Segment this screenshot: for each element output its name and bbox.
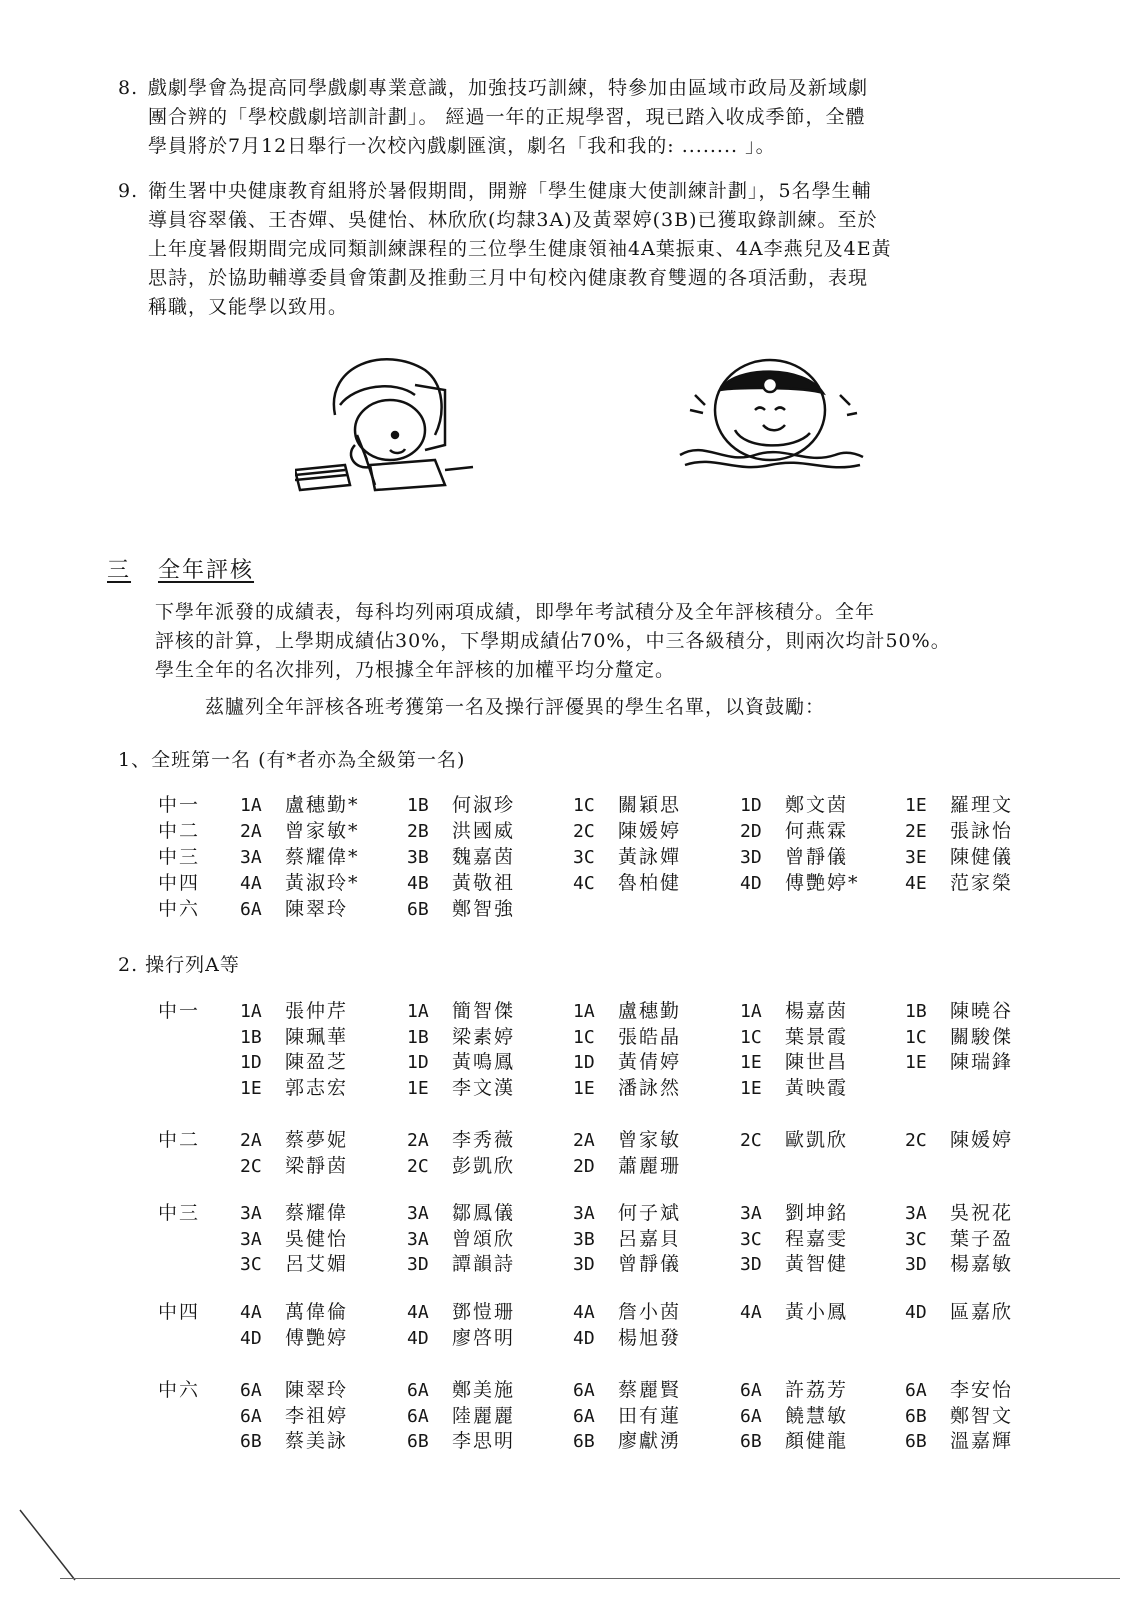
student-entry bbox=[407, 1198, 515, 1225]
student-name: 黃小鳳 bbox=[785, 1301, 849, 1323]
class-code: 3C bbox=[573, 847, 595, 868]
section-3-number: 三 bbox=[107, 558, 132, 583]
student-name: 譚韻詩 bbox=[452, 1253, 516, 1275]
student-name: 葉景霞 bbox=[785, 1026, 849, 1048]
student-entry bbox=[905, 1125, 1013, 1152]
class-code: 3A bbox=[407, 1229, 429, 1250]
student-name: 溫嘉輝 bbox=[950, 1430, 1014, 1452]
class-code: 1A bbox=[740, 1001, 762, 1022]
student-name: 陳瑞鋒 bbox=[950, 1051, 1014, 1073]
student-entry bbox=[240, 1401, 348, 1428]
student-name: 詹小茵 bbox=[618, 1301, 682, 1323]
class-code: 3D bbox=[740, 1254, 762, 1275]
student-name: 陳翠玲 bbox=[285, 898, 349, 920]
student-entry bbox=[573, 1375, 681, 1402]
student-name: 黃淑玲* bbox=[285, 872, 360, 894]
student-entry bbox=[240, 1047, 348, 1074]
class-code: 4D bbox=[407, 1328, 429, 1349]
student-entry bbox=[240, 790, 360, 817]
student-entry bbox=[905, 1047, 1013, 1074]
student-entry bbox=[573, 1401, 681, 1428]
class-code: 3C bbox=[240, 1254, 262, 1275]
student-name: 黃倩婷 bbox=[618, 1051, 682, 1073]
student-entry bbox=[573, 1047, 681, 1074]
student-name: 蔡耀偉* bbox=[285, 846, 360, 868]
class-code: 3D bbox=[407, 1254, 429, 1275]
class-code: 3C bbox=[905, 1229, 927, 1250]
class-code: 1B bbox=[905, 1001, 927, 1022]
class-code: 4E bbox=[905, 873, 927, 894]
student-entry bbox=[240, 1249, 348, 1276]
class-code: 2E bbox=[905, 821, 927, 842]
student-entry bbox=[240, 1151, 348, 1178]
class-code: 2A bbox=[240, 821, 262, 842]
class-code: 1D bbox=[240, 1052, 262, 1073]
student-name: 彭凱欣 bbox=[452, 1155, 516, 1177]
student-name: 何燕霖 bbox=[785, 820, 849, 842]
item-9-line-3: 上年度暑假期間完成同類訓練課程的三位學生健康領袖4A葉振東、4A李燕兒及4E黃 bbox=[148, 238, 892, 260]
list-1-title: 1、全班第一名 (有*者亦為全級第一名) bbox=[118, 749, 466, 771]
student-name: 廖獻湧 bbox=[618, 1430, 682, 1452]
class-code: 6B bbox=[407, 899, 429, 920]
class-code: 1A bbox=[240, 795, 262, 816]
student-entry bbox=[240, 894, 348, 921]
class-code: 3A bbox=[240, 1229, 262, 1250]
student-entry bbox=[740, 1047, 848, 1074]
form-label: 中三 bbox=[158, 846, 201, 868]
student-entry bbox=[740, 868, 860, 895]
student-entry bbox=[740, 1022, 848, 1049]
class-code: 3A bbox=[240, 847, 262, 868]
student-entry bbox=[905, 1249, 1013, 1276]
class-code: 1B bbox=[240, 1027, 262, 1048]
scan-edge-line bbox=[0, 0, 120, 1600]
student-entry bbox=[407, 868, 515, 895]
student-entry bbox=[740, 1401, 848, 1428]
form-label: 中六 bbox=[158, 1379, 201, 1401]
student-name: 何子斌 bbox=[618, 1202, 682, 1224]
student-entry bbox=[740, 1125, 848, 1152]
item-9 bbox=[118, 177, 1038, 322]
student-name: 程嘉雯 bbox=[785, 1228, 849, 1250]
student-name: 盧穗勤 bbox=[618, 1000, 682, 1022]
section-3-title: 全年評核 bbox=[158, 558, 255, 583]
student-entry bbox=[573, 1426, 681, 1453]
student-entry bbox=[573, 1249, 681, 1276]
class-code: 4A bbox=[240, 873, 262, 894]
student-name: 陳翠玲 bbox=[285, 1379, 349, 1401]
student-name: 許荔芳 bbox=[785, 1379, 849, 1401]
student-name: 鄒鳳儀 bbox=[452, 1202, 516, 1224]
student-entry bbox=[407, 816, 515, 843]
student-entry bbox=[573, 996, 681, 1023]
student-entry bbox=[740, 1375, 848, 1402]
student-name: 陳媛婷 bbox=[618, 820, 682, 842]
student-entry bbox=[573, 1297, 681, 1324]
class-code: 2C bbox=[740, 1130, 762, 1151]
section-3-intro-line-2: 評核的計算，上學期成績佔30%，下學期成績佔70%，中三各級積分，則兩次均計50%。 bbox=[155, 630, 951, 652]
student-entry bbox=[407, 1375, 515, 1402]
student-name: 廖啓明 bbox=[452, 1327, 516, 1349]
student-entry bbox=[407, 1125, 515, 1152]
student-name: 陳媛婷 bbox=[950, 1129, 1014, 1151]
student-name: 李祖婷 bbox=[285, 1405, 349, 1427]
student-name: 陳珮華 bbox=[285, 1026, 349, 1048]
student-name: 吳祝花 bbox=[950, 1202, 1014, 1224]
class-code: 3D bbox=[740, 847, 762, 868]
student-name: 何淑珍 bbox=[452, 794, 516, 816]
student-name: 葉子盈 bbox=[950, 1228, 1014, 1250]
class-code: 4B bbox=[407, 873, 429, 894]
student-name: 李秀薇 bbox=[452, 1129, 516, 1151]
student-entry bbox=[407, 1047, 515, 1074]
class-code: 2C bbox=[573, 821, 595, 842]
student-entry bbox=[740, 842, 848, 869]
student-name: 盧穗勤* bbox=[285, 794, 360, 816]
class-code: 6A bbox=[240, 1380, 262, 1401]
student-name: 陳曉谷 bbox=[950, 1000, 1014, 1022]
student-entry bbox=[905, 790, 1013, 817]
student-entry bbox=[573, 790, 681, 817]
student-entry bbox=[240, 1073, 348, 1100]
student-name: 呂嘉貝 bbox=[618, 1228, 682, 1250]
student-entry bbox=[240, 1125, 348, 1152]
student-entry bbox=[240, 1323, 348, 1350]
class-code: 2C bbox=[240, 1156, 262, 1177]
student-entry bbox=[573, 1022, 681, 1049]
student-entry bbox=[240, 1022, 348, 1049]
student-entry bbox=[573, 1073, 681, 1100]
student-name: 陳世昌 bbox=[785, 1051, 849, 1073]
item-9-number: 9. bbox=[118, 180, 139, 202]
section-3-heading bbox=[107, 553, 254, 584]
item-9-line-1: 衛生署中央健康教育組將於暑假期間，開辦「學生健康大使訓練計劃」，5名學生輔 bbox=[148, 180, 872, 202]
class-code: 1C bbox=[905, 1027, 927, 1048]
student-name: 李安怡 bbox=[950, 1379, 1014, 1401]
form-label: 中三 bbox=[158, 1202, 201, 1224]
item-9-line-5: 稱職，又能學以致用。 bbox=[148, 296, 349, 318]
student-entry bbox=[407, 1151, 515, 1178]
class-code: 4D bbox=[573, 1328, 595, 1349]
student-entry bbox=[407, 842, 515, 869]
class-code: 6A bbox=[573, 1380, 595, 1401]
class-code: 2A bbox=[573, 1130, 595, 1151]
form-label: 中二 bbox=[158, 820, 201, 842]
student-entry bbox=[740, 1249, 848, 1276]
student-name: 鄭智強 bbox=[452, 898, 516, 920]
class-code: 1E bbox=[407, 1078, 429, 1099]
class-code: 4D bbox=[240, 1328, 262, 1349]
student-entry bbox=[573, 1125, 681, 1152]
form-label: 中一 bbox=[158, 794, 201, 816]
student-entry bbox=[905, 1375, 1013, 1402]
student-name: 洪國威 bbox=[452, 820, 516, 842]
student-name: 鄭文茵 bbox=[785, 794, 849, 816]
class-code: 1E bbox=[240, 1078, 262, 1099]
student-entry bbox=[905, 816, 1013, 843]
class-code: 2B bbox=[407, 821, 429, 842]
student-name: 黃詠嬋 bbox=[618, 846, 682, 868]
student-entry bbox=[407, 1401, 515, 1428]
class-code: 2C bbox=[407, 1156, 429, 1177]
student-entry bbox=[573, 1198, 681, 1225]
class-code: 4A bbox=[573, 1302, 595, 1323]
item-9-line-4: 思詩，於協助輔導委員會策劃及推動三月中旬校內健康教育雙週的各項活動，表現 bbox=[148, 267, 869, 289]
class-code: 4D bbox=[740, 873, 762, 894]
student-entry bbox=[407, 1249, 515, 1276]
class-code: 1C bbox=[573, 795, 595, 816]
student-entry bbox=[240, 1426, 348, 1453]
student-entry bbox=[573, 1151, 681, 1178]
class-code: 6B bbox=[905, 1406, 927, 1427]
class-code: 3E bbox=[905, 847, 927, 868]
class-code: 1A bbox=[240, 1001, 262, 1022]
student-name: 魏嘉茵 bbox=[452, 846, 516, 868]
student-entry bbox=[905, 868, 1013, 895]
student-entry bbox=[740, 1073, 848, 1100]
student-entry bbox=[740, 1426, 848, 1453]
student-name: 陳健儀 bbox=[950, 846, 1014, 868]
class-code: 1E bbox=[905, 795, 927, 816]
student-name: 曾家敏 bbox=[618, 1129, 682, 1151]
class-code: 1C bbox=[740, 1027, 762, 1048]
class-code: 6A bbox=[240, 1406, 262, 1427]
class-code: 2A bbox=[240, 1130, 262, 1151]
class-code: 4D bbox=[905, 1302, 927, 1323]
student-name: 郭志宏 bbox=[285, 1077, 349, 1099]
class-code: 2C bbox=[905, 1130, 927, 1151]
student-entry bbox=[407, 1297, 515, 1324]
student-entry bbox=[905, 1401, 1013, 1428]
class-code: 1B bbox=[407, 1027, 429, 1048]
student-name: 張詠怡 bbox=[950, 820, 1014, 842]
student-name: 鄧愷珊 bbox=[452, 1301, 516, 1323]
class-code: 2A bbox=[407, 1130, 429, 1151]
student-entry bbox=[240, 1297, 348, 1324]
student-entry bbox=[407, 1224, 515, 1251]
class-code: 3D bbox=[905, 1254, 927, 1275]
section-3-intro-line-3: 學生全年的名次排列，乃根據全年評核的加權平均分釐定。 bbox=[155, 659, 676, 681]
student-entry bbox=[573, 816, 681, 843]
student-name: 梁靜茵 bbox=[285, 1155, 349, 1177]
class-code: 6B bbox=[905, 1431, 927, 1452]
class-code: 6A bbox=[740, 1380, 762, 1401]
item-9-line-2: 導員容翠儀、王杏嬋、吳健怡、林欣欣(均隸3A)及黃翠婷(3B)已獲取錄訓練。至於 bbox=[148, 209, 878, 231]
bottom-rule bbox=[60, 1578, 1120, 1579]
section-3-intro-line-1: 下學年派發的成績表，每科均列兩項成績，即學年考試積分及全年評核積分。全年 bbox=[155, 601, 876, 623]
class-code: 4C bbox=[573, 873, 595, 894]
student-name: 田有蓮 bbox=[618, 1405, 682, 1427]
student-name: 曾頌欣 bbox=[452, 1228, 516, 1250]
class-code: 6A bbox=[740, 1406, 762, 1427]
girl-studying-illustration bbox=[295, 345, 475, 495]
class-code: 3B bbox=[407, 847, 429, 868]
class-code: 6B bbox=[407, 1431, 429, 1452]
class-code: 1D bbox=[740, 795, 762, 816]
student-name: 關駿傑 bbox=[950, 1026, 1014, 1048]
class-code: 2D bbox=[740, 821, 762, 842]
student-name: 吳健怡 bbox=[285, 1228, 349, 1250]
list-2-title: 2. 操行列A等 bbox=[118, 954, 240, 976]
class-code: 1B bbox=[407, 795, 429, 816]
class-code: 3D bbox=[573, 1254, 595, 1275]
class-code: 3B bbox=[573, 1229, 595, 1250]
student-name: 黃敬祖 bbox=[452, 872, 516, 894]
class-code: 1D bbox=[407, 1052, 429, 1073]
class-code: 4A bbox=[407, 1302, 429, 1323]
class-code: 4A bbox=[740, 1302, 762, 1323]
student-entry bbox=[740, 996, 848, 1023]
form-label: 中四 bbox=[158, 872, 201, 894]
class-code: 1D bbox=[573, 1052, 595, 1073]
student-entry bbox=[407, 1073, 515, 1100]
student-name: 蕭麗珊 bbox=[618, 1155, 682, 1177]
student-name: 曾靜儀 bbox=[785, 846, 849, 868]
student-name: 蔡耀偉 bbox=[285, 1202, 349, 1224]
student-name: 潘詠然 bbox=[618, 1077, 682, 1099]
item-8-line-2: 團合辨的「學校戲劇培訓計劃」。 經過一年的正規學習，現已踏入收成季節，全體 bbox=[148, 106, 866, 128]
student-name: 區嘉欣 bbox=[950, 1301, 1014, 1323]
class-code: 6A bbox=[407, 1380, 429, 1401]
student-name: 張仲芹 bbox=[285, 1000, 349, 1022]
student-entry bbox=[240, 1198, 348, 1225]
student-entry bbox=[905, 842, 1013, 869]
student-entry bbox=[573, 1224, 681, 1251]
class-code: 1E bbox=[905, 1052, 927, 1073]
student-name: 魯柏健 bbox=[618, 872, 682, 894]
student-entry bbox=[240, 842, 360, 869]
student-name: 陳盈芝 bbox=[285, 1051, 349, 1073]
student-name: 楊嘉茵 bbox=[785, 1000, 849, 1022]
class-code: 3A bbox=[573, 1203, 595, 1224]
student-name: 黃鳴鳳 bbox=[452, 1051, 516, 1073]
student-entry bbox=[573, 868, 681, 895]
student-entry bbox=[407, 996, 515, 1023]
class-code: 3A bbox=[905, 1203, 927, 1224]
student-entry bbox=[905, 1224, 1013, 1251]
student-entry bbox=[905, 1426, 1013, 1453]
student-name: 張皓晶 bbox=[618, 1026, 682, 1048]
student-name: 歐凱欣 bbox=[785, 1129, 849, 1151]
student-name: 楊旭發 bbox=[618, 1327, 682, 1349]
form-label: 中一 bbox=[158, 1000, 201, 1022]
student-entry bbox=[740, 816, 848, 843]
student-name: 梁素婷 bbox=[452, 1026, 516, 1048]
student-name: 李思明 bbox=[452, 1430, 516, 1452]
student-entry bbox=[740, 1224, 848, 1251]
item-8 bbox=[118, 74, 1038, 161]
student-name: 曾靜儀 bbox=[618, 1253, 682, 1275]
class-code: 6A bbox=[573, 1406, 595, 1427]
class-code: 6A bbox=[240, 899, 262, 920]
student-name: 鄭美施 bbox=[452, 1379, 516, 1401]
student-name: 楊嘉敏 bbox=[950, 1253, 1014, 1275]
class-code: 3A bbox=[240, 1203, 262, 1224]
student-name: 黃映霞 bbox=[785, 1077, 849, 1099]
student-name: 傅艷婷 bbox=[285, 1327, 349, 1349]
student-name: 饒慧敏 bbox=[785, 1405, 849, 1427]
class-code: 3A bbox=[407, 1203, 429, 1224]
student-name: 蔡夢妮 bbox=[285, 1129, 349, 1151]
class-code: 3A bbox=[740, 1203, 762, 1224]
student-name: 蔡美詠 bbox=[285, 1430, 349, 1452]
student-name: 劉坤銘 bbox=[785, 1202, 849, 1224]
section-3-note: 茲臚列全年評核各班考獲第一名及操行評優異的學生名單，以資鼓勵： bbox=[205, 696, 826, 718]
student-entry bbox=[905, 1297, 1013, 1324]
student-entry bbox=[240, 996, 348, 1023]
student-entry bbox=[740, 1297, 848, 1324]
form-label: 中四 bbox=[158, 1301, 201, 1323]
student-entry bbox=[240, 816, 360, 843]
student-entry bbox=[407, 1426, 515, 1453]
class-code: 3C bbox=[740, 1229, 762, 1250]
student-entry bbox=[905, 1198, 1013, 1225]
student-name: 顏健龍 bbox=[785, 1430, 849, 1452]
class-code: 6B bbox=[573, 1431, 595, 1452]
class-code: 1A bbox=[407, 1001, 429, 1022]
class-code: 6A bbox=[407, 1406, 429, 1427]
student-entry bbox=[573, 1323, 681, 1350]
student-name: 簡智傑 bbox=[452, 1000, 516, 1022]
class-code: 2D bbox=[573, 1156, 595, 1177]
student-name: 黃智健 bbox=[785, 1253, 849, 1275]
student-entry bbox=[740, 790, 848, 817]
student-entry bbox=[407, 1323, 515, 1350]
class-code: 6B bbox=[240, 1431, 262, 1452]
student-entry bbox=[740, 1198, 848, 1225]
item-8-number: 8. bbox=[118, 77, 139, 99]
student-name: 鄭智文 bbox=[950, 1405, 1014, 1427]
student-name: 呂艾媚 bbox=[285, 1253, 349, 1275]
student-name: 關穎思 bbox=[618, 794, 682, 816]
form-label: 中二 bbox=[158, 1129, 201, 1151]
student-entry bbox=[240, 1375, 348, 1402]
form-label: 中六 bbox=[158, 898, 201, 920]
class-code: 1E bbox=[573, 1078, 595, 1099]
student-name: 李文漢 bbox=[452, 1077, 516, 1099]
student-entry bbox=[905, 996, 1013, 1023]
student-name: 傅艷婷* bbox=[785, 872, 860, 894]
student-name: 范家榮 bbox=[950, 872, 1014, 894]
student-entry bbox=[905, 1022, 1013, 1049]
class-code: 1E bbox=[740, 1052, 762, 1073]
item-8-line-1: 戲劇學會為提高同學戲劇專業意識，加強技巧訓練，特參加由區域市政局及新域劇 bbox=[148, 77, 869, 99]
class-code: 1E bbox=[740, 1078, 762, 1099]
class-code: 4A bbox=[240, 1302, 262, 1323]
student-name: 萬偉倫 bbox=[285, 1301, 349, 1323]
student-entry bbox=[407, 894, 515, 921]
student-entry bbox=[407, 1022, 515, 1049]
student-entry bbox=[240, 1224, 348, 1251]
student-entry bbox=[240, 868, 360, 895]
student-entry bbox=[573, 842, 681, 869]
boy-swimming-illustration bbox=[675, 355, 865, 475]
student-name: 蔡麗賢 bbox=[618, 1379, 682, 1401]
class-code: 1A bbox=[573, 1001, 595, 1022]
class-code: 1C bbox=[573, 1027, 595, 1048]
class-code: 6A bbox=[905, 1380, 927, 1401]
section-3-intro bbox=[155, 598, 1035, 685]
student-name: 陸麗麗 bbox=[452, 1405, 516, 1427]
class-code: 6B bbox=[740, 1431, 762, 1452]
student-name: 羅理文 bbox=[950, 794, 1014, 816]
student-entry bbox=[407, 790, 515, 817]
student-name: 曾家敏* bbox=[285, 820, 360, 842]
item-8-line-3: 學員將於7月12日舉行一次校內戲劇匯演，劇名「我和我的: ........ 」。 bbox=[148, 135, 776, 157]
